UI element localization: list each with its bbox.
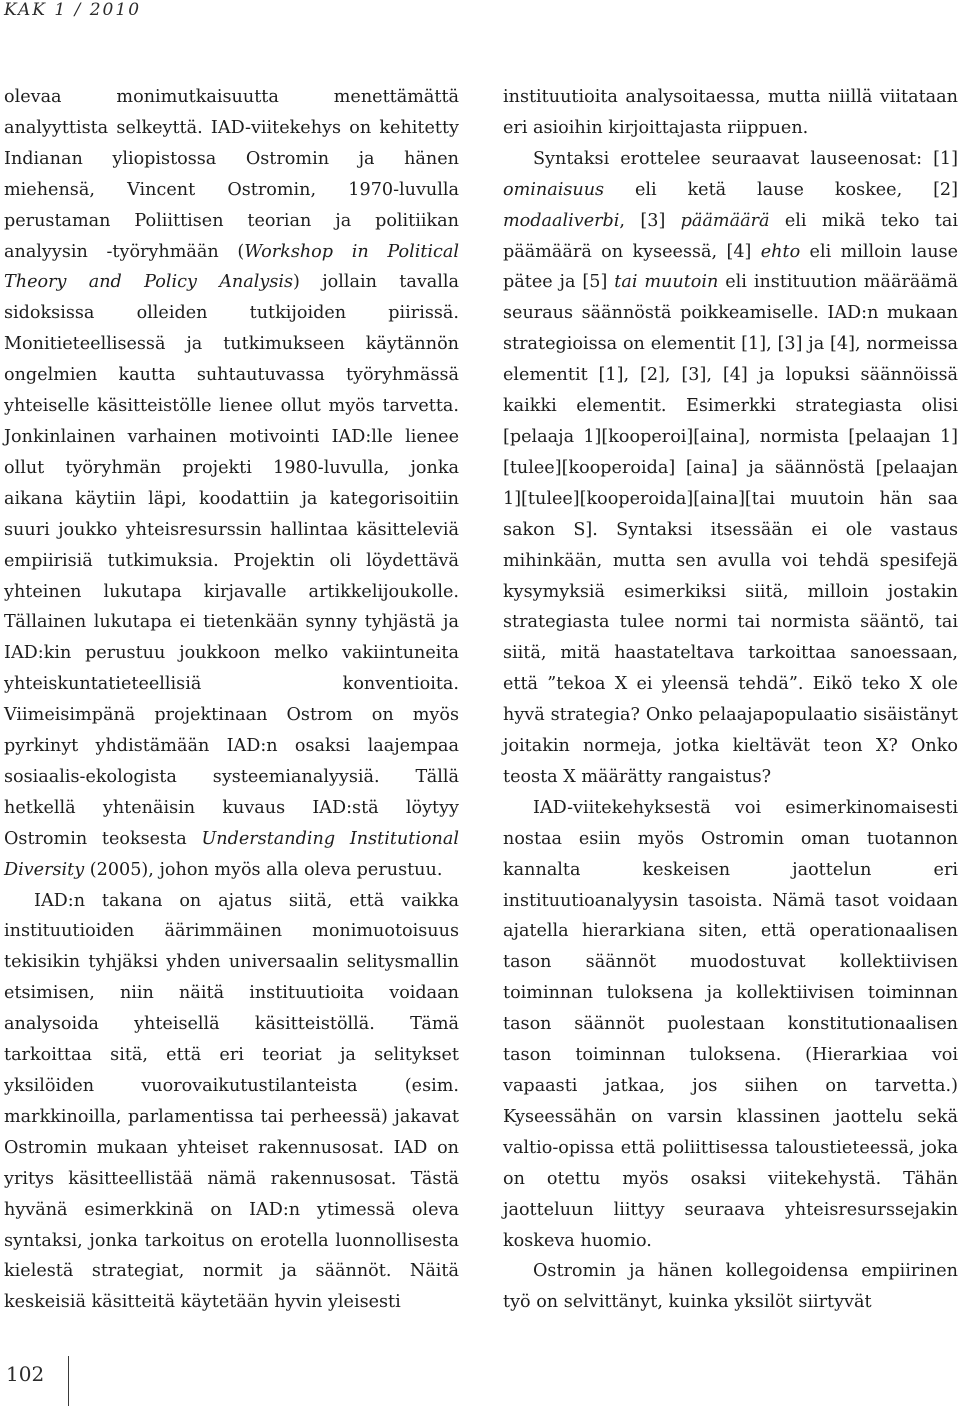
paragraph xyxy=(4,82,459,886)
text-run: IAD-viitekehyksestä voi esimerkinomaisesti nostaa esiin myös Ostromin oman tuotannon kannalta keskeisen jaottelun eri instituutioanalyysin tasoista. Nämä tasot voidaan ajatella hierarkiana siten, että operationaalisen tason säännöt muodostuvat kollektiivisen toiminnan tuloksena ja kollektiivisen toiminnan tason säännöt puolestaan konstitutionaalisen tason toiminnan tuloksena. (Hierarkiaa voi vapaasti jatkaa, jos siihen on tarvetta.) Kyseessähän on varsin klassinen jaottelu sekä valtio-opissa että poliittisessa taloustieteessä, joka on otettu myös osaksi viitekehystä. Tähän jaotteluun liittyy seuraava yhteisresurssejakin koskeva huomio. xyxy=(503,797,958,1251)
text-run: eli instituution määräämä seuraus säännöstä poikkeamiselle. IAD:n mukaan strategioissa on elementit [1], [3] ja [4], normeissa elementit [1], [2], [3], [4] ja lopuksi säännöissä kaikki elementit. Esimerkki strategiasta olisi [pelaaja 1][kooperoi][aina], normista [pelaajan 1][tulee][kooperoida] [aina] ja säännöstä [pelaajan 1][tulee][kooperoida][aina][tai muutoin hän saa sakon S]. Syntaksi itsessään ei ole vastaus mihinkään, mutta sen avulla voi tehdä spesifejä kysymyksiä esimerkiksi siitä, milloin jostakin strategiasta tulee normi tai normista sääntö, tai siitä, mitä haastateltava tarkoittaa sanoessaan, että ”tekoa X ei yleensä tehdä”. Eikö teko X ole hyvä strategia? Onko pelaajapopulaatio sisäistänyt joitakin normeja, jotka kieltävät teon X? Onko teosta X määrätty rangaistus? xyxy=(503,272,959,787)
text-run: IAD:n takana on ajatus siitä, että vaikka instituutioiden äärimmäinen monimuotoisuus tekisikin tyhjäksi yhden universaalin selitysmallin etsimisen, niin näitä instituutioita voidaan analysoida yhteisellä käsitteistöllä. Tämä tarkoittaa sitä, että eri teoriat ja selitykset yksilöiden vuorovaikutustilanteista (esim. markkinoilla, parlamentissa tai perheessä) jakavat Ostromin mukaan yhteiset rakennusosat. IAD on yritys käsitteellistää nämä rakennusosat. Tästä hyvänä esimerkkinä on IAD:n ytimessä oleva syntaksi, jonka tarkoitus on erotella luonnollisesta kielestä strategiat, normit ja säännöt. Näitä keskeisiä käsitteitä käytetään hyvin yleisesti xyxy=(4,890,459,1313)
text-run: instituutioita analysoitaessa, mutta niillä viitataan eri asioihin kirjoittajasta riippuen. xyxy=(503,87,958,138)
italic-text: tai muutoin xyxy=(614,272,719,293)
paragraph xyxy=(503,1256,958,1318)
right-column xyxy=(503,82,958,1318)
italic-text: Workshop in Political Theory and Policy Analysis xyxy=(4,241,459,293)
text-run: eli mikä teko tai päämäärä on kyseessä, [4] xyxy=(503,210,958,262)
text-run: , [3] xyxy=(619,210,681,231)
paragraph xyxy=(503,793,958,1257)
paragraph xyxy=(503,82,958,144)
paragraph xyxy=(503,144,958,793)
italic-text: Understanding Institutional Diversity xyxy=(4,828,459,880)
page-number: 102 xyxy=(6,1362,45,1386)
text-run: Ostromin ja hänen kollegoidensa empiirinen työ on selvittänyt, kuinka yksilöt siirtyvät xyxy=(503,1261,958,1313)
text-run: Syntaksi erottelee seuraavat lauseenosat: [1] xyxy=(533,148,958,169)
text-run: eli milloin lause pätee ja [5] xyxy=(503,241,958,293)
text-run: ) jollain tavalla sidoksissa olleiden tutkijoiden piirissä. Monitieteellisessä ja tutkimukseen käytännön ongelmien kautta suhtautuvassa työryhmässä yhteiselle käsitteistölle lienee ollut myös tarvetta. Jonkinlainen varhainen motivointi IAD:lle lienee ollut työryhmän projekti 1980-luvulla, jonka aikana käytiin läpi, koodattiin ja kategorisoitiin suuri joukko yhteisresurssin hallintaa käsitteleviä empiirisiä tutkimuksia. Projektin oli löydettävä yhteinen lukutapa kirjavalle artikkelijoukolle. Tällainen lukutapa ei tietenkään synny tyhjästä ja IAD:kin perustuu joukkoon melko vakiintuneita yhteiskuntatieteellisiä konventioita. Viimeisimpänä projektinaan Ostrom on myös pyrkinyt yhdistämään IAD:n osaksi laajempaa sosiaalis-ekologista systeemianalyysiä. Tällä hetkellä yhtenäisin kuvaus IAD:stä löytyy Ostromin teoksesta xyxy=(4,272,460,849)
italic-text: modaaliverbi xyxy=(503,210,620,231)
text-run: eli ketä lause koskee, [2] xyxy=(604,179,958,200)
left-column xyxy=(4,82,459,1318)
text-run: olevaa monimutkaisuutta menettämättä analyyttista selkeyttä. IAD-viitekehys on kehitetty Indianan yliopistossa Ostromin ja hänen miehensä, Vincent Ostromin, 1970-luvulla perustaman Poliittisen teorian ja politiikan analyysin -työryhmään ( xyxy=(4,87,459,262)
page-number-rule xyxy=(68,1356,69,1406)
italic-text: ominaisuus xyxy=(503,179,605,200)
running-head: KAK 1 / 2010 xyxy=(4,0,142,20)
paragraph xyxy=(4,886,459,1319)
text-run: (2005), johon myös alla oleva perustuu. xyxy=(84,859,443,880)
italic-text: ehto xyxy=(760,241,801,262)
italic-text: päämäärä xyxy=(680,210,770,231)
